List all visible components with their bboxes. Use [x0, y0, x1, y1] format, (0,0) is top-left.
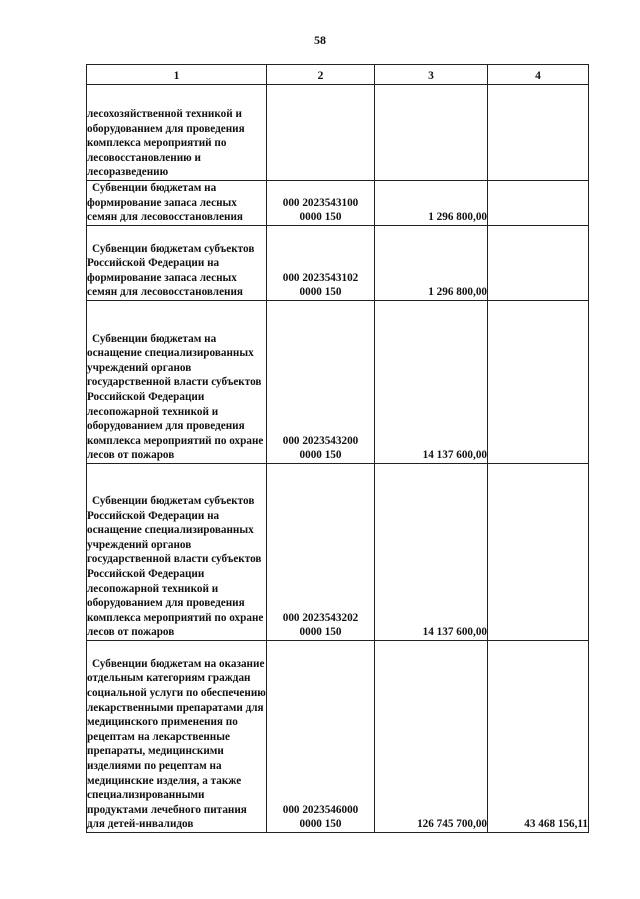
table-row	[87, 641, 589, 833]
row-name: Субвенции бюджетам субъектов Российской Федерации на формирование запаса лесных семян для лесовосстановления	[87, 242, 255, 299]
row-code: 000 2023546000 0000 150	[282, 803, 359, 831]
row-code: 000 2023543202 0000 150	[282, 611, 359, 639]
row-code: 000 2023543102 0000 150	[282, 271, 359, 299]
row-code-cell	[267, 85, 375, 181]
row-amount2-cell	[488, 641, 589, 833]
row-amount-cell	[375, 641, 488, 833]
table-row	[87, 464, 589, 641]
row-amount2-cell	[488, 226, 589, 301]
row-code-cell	[267, 641, 375, 833]
row-amount2-cell	[488, 85, 589, 181]
table-row	[87, 301, 589, 464]
row-name-cell	[87, 464, 267, 641]
budget-table	[86, 64, 589, 833]
row-code: 000 2023543100 0000 150	[282, 196, 359, 224]
row-amount: 14 137 600,00	[422, 449, 487, 462]
row-name: Субвенции бюджетам субъектов Российской Федерации на оснащение специализированных учреждений органов государственной власти субъектов Российской Федерации лесопожарной техникой и оборудованием для проведения комплекса мероприятий по охране лесов от пожаров	[87, 495, 264, 639]
row-name: лесохозяйственной техникой и оборудованием для проведения комплекса мероприятий по лесовосстановлению и лесоразведению	[87, 108, 245, 179]
row-code-cell	[267, 464, 375, 641]
row-amount2: 43 468 156,11	[524, 818, 588, 831]
row-amount: 1 296 800,00	[428, 286, 487, 299]
row-code: 000 2023543200 0000 150	[282, 434, 359, 462]
row-amount-cell	[375, 301, 488, 464]
row-name-cell	[87, 226, 267, 301]
column-header-3: 3	[375, 65, 488, 85]
row-amount: 1 296 800,00	[428, 211, 487, 224]
table-row	[87, 181, 589, 226]
row-name: Субвенции бюджетам на формирование запаса лесных семян для лесовосстановления	[87, 182, 243, 224]
row-amount2-cell	[488, 464, 589, 641]
row-name: Субвенции бюджетам на оказание отдельным категориям граждан социальной услуги по обеспечению лекарственными препаратами для медицинского применения по рецептам на лекарственные препараты, медицинскими изделиями по рецептам на медицинские изделия, а также специализированными продуктами лечебного питания для детей-инвалидов	[87, 657, 266, 831]
row-code-cell	[267, 181, 375, 226]
row-amount: 126 745 700,00	[417, 818, 487, 831]
row-name: Субвенции бюджетам на оснащение специализированных учреждений органов государственной власти субъектов Российской Федерации лесопожарной техникой и оборудованием для проведения комплекса мероприятий по охране лесов от пожаров	[87, 332, 264, 462]
table-row	[87, 85, 589, 181]
page-number: 58	[314, 33, 326, 47]
row-name-cell	[87, 181, 267, 226]
row-amount2-cell	[488, 181, 589, 226]
row-name-cell	[87, 641, 267, 833]
table-header-row	[87, 65, 589, 85]
row-amount-cell	[375, 226, 488, 301]
column-header-2: 2	[267, 65, 375, 85]
row-amount: 14 137 600,00	[422, 626, 487, 639]
row-amount-cell	[375, 181, 488, 226]
column-header-4: 4	[488, 65, 589, 85]
row-name-cell	[87, 301, 267, 464]
row-name-cell	[87, 85, 267, 181]
row-code-cell	[267, 301, 375, 464]
row-amount-cell	[375, 464, 488, 641]
table-row	[87, 226, 589, 301]
row-amount-cell	[375, 85, 488, 181]
row-code-cell	[267, 226, 375, 301]
column-header-1: 1	[87, 65, 267, 85]
row-amount2-cell	[488, 301, 589, 464]
